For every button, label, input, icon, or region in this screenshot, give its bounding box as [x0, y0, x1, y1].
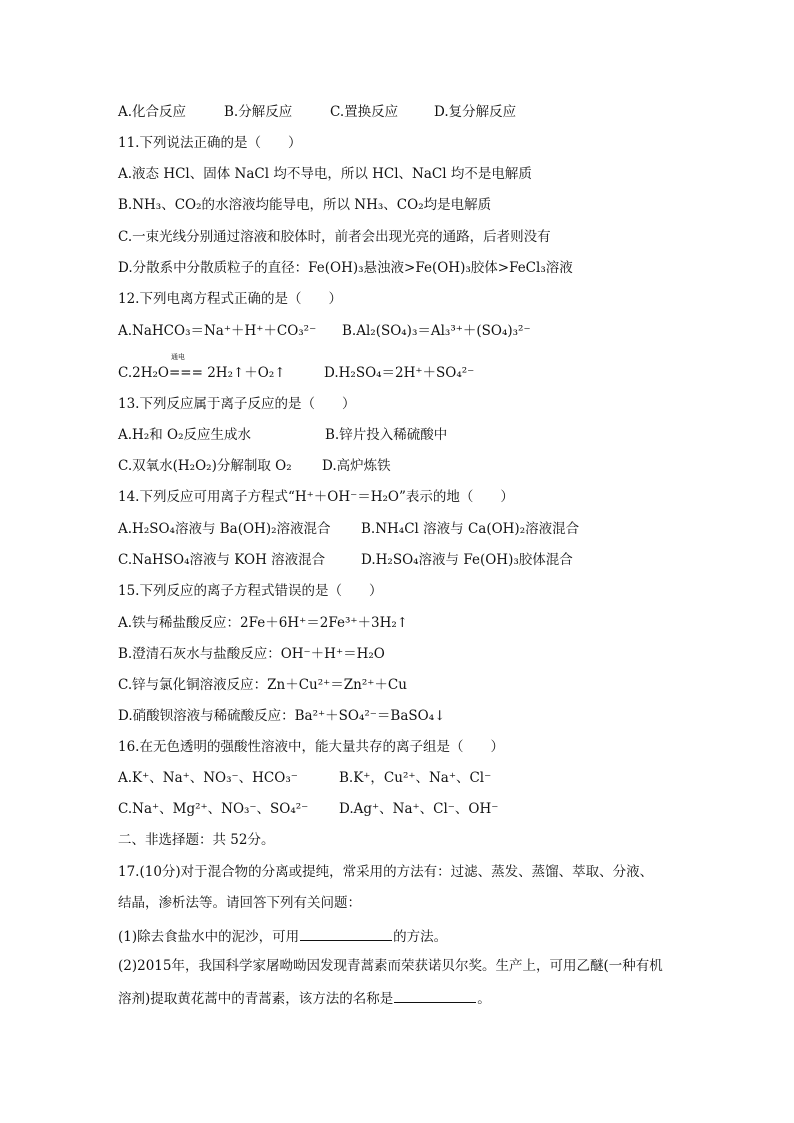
q11-option-d: D.分散系中分散质粒子的直径：Fe(OH)₃悬浊液>Fe(OH)₃胶体>FeCl₃溶液	[118, 260, 573, 276]
q12-stem: 12.下列电离方程式正确的是（ ）	[118, 291, 342, 307]
q12-c-right: 2H₂↑＋O₂↑	[202, 365, 286, 381]
q12-option-c	[118, 353, 324, 382]
q17-part1-text: (1)除去食盐水中的泥沙，可用	[118, 929, 300, 945]
q17-part2-line2	[118, 988, 491, 1008]
q17-part2-answer-blank[interactable]	[394, 988, 476, 1003]
q11-option-b: B.NH₃、CO₂的水溶液均能导电，所以 NH₃、CO₂均是电解质	[118, 197, 492, 213]
q13-option-d: D.高炉炼铁	[322, 458, 391, 474]
q10-option-a: A.化合反应	[118, 104, 187, 120]
q15-option-d: D.硝酸钡溶液与稀硫酸反应：Ba²⁺＋SO₄²⁻＝BaSO₄↓	[118, 708, 446, 724]
q12-option-d: D.H₂SO₄＝2H⁺＋SO₄²⁻	[324, 365, 475, 381]
q17-part1	[118, 926, 447, 946]
q14-option-d: D.H₂SO₄溶液与 Fe(OH)₃胶体混合	[361, 552, 573, 568]
q17-stem-line1: 17.(10分)对于混合物的分离或提纯，常采用的方法有：过滤、蒸发、蒸馏、萃取、分液、	[118, 864, 654, 880]
q12-c-arrow: ===	[168, 365, 203, 381]
q12-options-cd	[118, 353, 475, 382]
q17-part1-answer-blank[interactable]	[300, 926, 392, 941]
q13-stem: 13.下列反应属于离子反应的是（ ）	[118, 396, 356, 412]
q11-option-c: C.一束光线分别通过溶液和胶体时，前者会出现光亮的通路，后者则没有	[118, 229, 551, 245]
q15-option-c: C.锌与氯化铜溶液反应：Zn＋Cu²⁺＝Zn²⁺＋Cu	[118, 677, 407, 693]
q17-part2-line1: (2)2015年，我国科学家屠呦呦因发现青蒿素而荣获诺贝尔奖。生产上，可用乙醚(一种有机	[118, 958, 663, 974]
q10-option-d: D.复分解反应	[434, 104, 517, 120]
q15-option-a: A.铁与稀盐酸反应：2Fe＋6H⁺＝2Fe³⁺＋3H₂↑	[118, 615, 409, 631]
q17-part2-tail: 。	[477, 991, 491, 1007]
q16-stem: 16.在无色透明的强酸性溶液中，能大量共存的离子组是（ ）	[118, 739, 504, 755]
q13-options-ab	[118, 426, 447, 444]
q11-stem: 11.下列说法正确的是（ ）	[118, 135, 302, 151]
q12-option-b: B.Al₂(SO₄)₃＝Al₃³⁺＋(SO₄)₃²⁻	[342, 323, 531, 339]
q16-option-c: C.Na⁺、Mg²⁺、NO₃⁻、SO₄²⁻	[118, 801, 309, 817]
q12-c-left: C.2H₂O	[118, 365, 169, 381]
q16-options-ab	[118, 769, 491, 787]
section-heading: 二、非选择题：共 52分。	[118, 832, 275, 848]
q10-options	[118, 103, 516, 121]
q14-options-cd	[118, 551, 573, 569]
q16-option-a: A.K⁺、Na⁺、NO₃⁻、HCO₃⁻	[118, 770, 298, 786]
q14-option-c: C.NaHSO₄溶液与 KOH 溶液混合	[118, 552, 326, 568]
q10-option-c: C.置换反应	[330, 104, 399, 120]
q15-stem: 15.下列反应的离子方程式错误的是（ ）	[118, 583, 383, 599]
q17-part2-text: 溶剂)提取黄花蒿中的青蒿素，该方法的名称是	[118, 991, 394, 1007]
q17-stem-line2: 结晶，渗析法等。请回答下列有关问题：	[118, 895, 361, 911]
q17-part1-tail: 的方法。	[393, 929, 448, 945]
q14-option-a: A.H₂SO₄溶液与 Ba(OH)₂溶液混合	[118, 521, 331, 537]
q14-option-b: B.NH₄Cl 溶液与 Ca(OH)₂溶液混合	[361, 521, 580, 537]
q11-option-a: A.液态 HCl、固体 NaCl 均不导电，所以 HCl、NaCl 均不是电解质	[118, 166, 532, 182]
q12-c-equation-sign	[168, 353, 203, 382]
q10-option-b: B.分解反应	[224, 104, 293, 120]
q14-stem: 14.下列反应可用离子方程式“H⁺＋OH⁻＝H₂O”表示的地（ ）	[118, 489, 514, 505]
q13-options-cd	[118, 457, 391, 475]
q12-c-condition: 通电	[170, 353, 185, 361]
q16-option-d: D.Ag⁺、Na⁺、Cl⁻、OH⁻	[339, 801, 499, 817]
q16-option-b: B.K⁺，Cu²⁺、Na⁺、Cl⁻	[339, 770, 492, 786]
q13-option-a: A.H₂和 O₂反应生成水	[118, 427, 251, 443]
q12-options-ab	[118, 322, 531, 340]
q15-option-b: B.澄清石灰水与盐酸反应：OH⁻＋H⁺＝H₂O	[118, 646, 385, 662]
q12-option-a: A.NaHCO₃＝Na⁺＋H⁺＋CO₃²⁻	[118, 323, 317, 339]
q13-option-b: B.锌片投入稀硫酸中	[325, 427, 448, 443]
q14-options-ab	[118, 520, 579, 538]
q16-options-cd	[118, 800, 498, 818]
q13-option-c: C.双氧水(H₂O₂)分解制取 O₂	[118, 458, 292, 474]
